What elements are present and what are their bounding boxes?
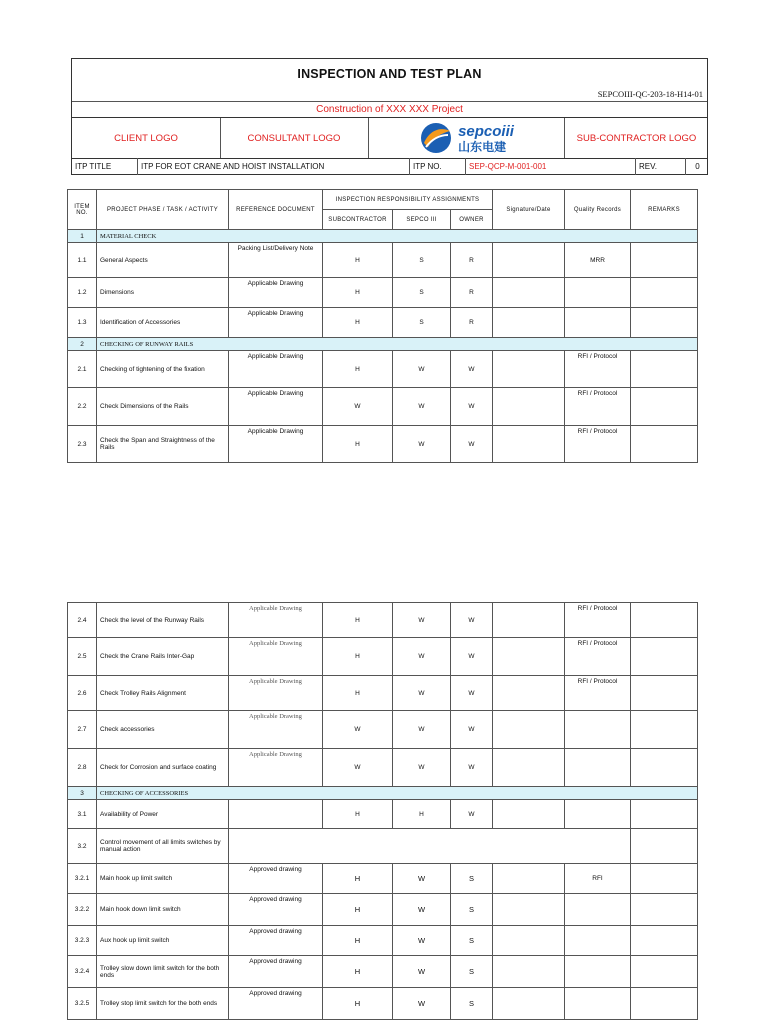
item-number: 3.2.2 xyxy=(68,894,97,926)
activity-cell: Check the Span and Straightness of the Rails xyxy=(97,426,229,463)
reference-cell: Applicable Drawing xyxy=(229,426,323,463)
reference-cell xyxy=(229,800,323,829)
remarks-cell xyxy=(631,308,698,338)
sepco-cell: W xyxy=(393,676,451,711)
subcontractor-cell: H xyxy=(323,638,393,676)
table-row xyxy=(68,926,698,956)
table-row xyxy=(68,278,698,308)
table-row xyxy=(68,988,698,1020)
subcontractor-cell: H xyxy=(323,243,393,278)
signature-cell xyxy=(493,351,565,388)
col-signature: Signature/Date xyxy=(493,190,565,230)
reference-cell: Applicable Drawing xyxy=(229,749,323,787)
owner-cell: W xyxy=(451,800,493,829)
signature-cell xyxy=(493,894,565,926)
subcontractor-cell: H xyxy=(323,926,393,956)
table-row xyxy=(68,894,698,926)
activity-cell: Check accessories xyxy=(97,711,229,749)
quality-records-cell xyxy=(565,988,631,1020)
reference-cell: Approved drawing xyxy=(229,926,323,956)
signature-cell xyxy=(493,426,565,463)
signature-cell xyxy=(493,638,565,676)
reference-cell: Applicable Drawing xyxy=(229,278,323,308)
sepco-logo-icon xyxy=(418,121,454,155)
quality-records-cell xyxy=(565,278,631,308)
col-assignments: INSPECTION RESPONSIBILITY ASSIGNMENTS xyxy=(323,190,493,210)
activity-cell: Check the level of the Runway Rails xyxy=(97,603,229,638)
item-number: 3.1 xyxy=(68,800,97,829)
owner-cell: W xyxy=(451,749,493,787)
quality-records-cell: RFI / Protocol xyxy=(565,351,631,388)
table-row xyxy=(68,864,698,894)
sepco-cell: W xyxy=(393,749,451,787)
document-number: SEPCOIII-QC-203-18-H14-01 xyxy=(597,89,703,99)
sepco-cell: W xyxy=(393,894,451,926)
sepco-cell: W xyxy=(393,988,451,1020)
activity-cell: Aux hook up limit switch xyxy=(97,926,229,956)
item-number: 2.6 xyxy=(68,676,97,711)
reference-cell: Approved drawing xyxy=(229,894,323,926)
remarks-cell xyxy=(631,800,698,829)
remarks-cell xyxy=(631,988,698,1020)
subcontractor-cell: H xyxy=(323,351,393,388)
item-number: 1.2 xyxy=(68,278,97,308)
project-name: Construction of XXX XXX Project xyxy=(316,104,463,115)
col-owner: OWNER xyxy=(451,210,493,230)
col-sepco: SEPCO III xyxy=(393,210,451,230)
itp-title-label: ITP TITLE xyxy=(72,158,138,175)
remarks-cell xyxy=(631,864,698,894)
item-number: 2.2 xyxy=(68,388,97,426)
activity-cell: Main hook up limit switch xyxy=(97,864,229,894)
sepco-cell: W xyxy=(393,603,451,638)
col-remarks: REMARKS xyxy=(631,190,698,230)
item-number: 2.8 xyxy=(68,749,97,787)
col-ref-doc: REFERENCE DOCUMENT xyxy=(229,190,323,230)
owner-cell: R xyxy=(451,308,493,338)
signature-cell xyxy=(493,988,565,1020)
consultant-logo: CONSULTANT LOGO xyxy=(220,118,369,158)
remarks-cell xyxy=(631,711,698,749)
signature-cell xyxy=(493,749,565,787)
remarks-cell xyxy=(631,243,698,278)
signature-cell xyxy=(493,603,565,638)
reference-cell: Applicable Drawing xyxy=(229,308,323,338)
reference-cell: Applicable Drawing xyxy=(229,676,323,711)
signature-cell xyxy=(493,864,565,894)
item-number: 2.5 xyxy=(68,638,97,676)
remarks-cell xyxy=(631,638,698,676)
item-number: 1.3 xyxy=(68,308,97,338)
quality-records-cell: RFI / Protocol xyxy=(565,638,631,676)
rev-value: 0 xyxy=(695,162,700,171)
subcontractor-cell: H xyxy=(323,676,393,711)
remarks-cell xyxy=(631,829,698,864)
sepco-cell: W xyxy=(393,864,451,894)
col-phase: PROJECT PHASE / TASK / ACTIVITY xyxy=(97,190,229,230)
section-title: MATERIAL CHECK xyxy=(97,230,698,243)
remarks-cell xyxy=(631,278,698,308)
subcontractor-cell: W xyxy=(323,749,393,787)
signature-cell xyxy=(493,243,565,278)
owner-cell: W xyxy=(451,351,493,388)
quality-records-cell xyxy=(565,711,631,749)
itp-no-value: SEP-QCP-M-001-001 xyxy=(466,158,636,175)
table-row xyxy=(68,351,698,388)
subcontractor-cell: H xyxy=(323,956,393,988)
itp-title-value: ITP FOR EOT CRANE AND HOIST INSTALLATION xyxy=(138,158,410,175)
rev-label: REV. xyxy=(636,158,686,175)
activity-cell: Check for Corrosion and surface coating xyxy=(97,749,229,787)
quality-records-cell xyxy=(565,956,631,988)
section-title: CHECKING OF RUNWAY RAILS xyxy=(97,338,698,351)
activity-cell: Checking of tightening of the fixation xyxy=(97,351,229,388)
table-row xyxy=(68,956,698,988)
item-number: 3.2.1 xyxy=(68,864,97,894)
owner-cell: R xyxy=(451,243,493,278)
remarks-cell xyxy=(631,894,698,926)
table-row xyxy=(68,749,698,787)
sepco-cell: W xyxy=(393,926,451,956)
quality-records-cell: RFI xyxy=(565,864,631,894)
item-number: 2.3 xyxy=(68,426,97,463)
subcontractor-cell: H xyxy=(323,308,393,338)
table-row xyxy=(68,243,698,278)
activity-cell: Check Trolley Rails Alignment xyxy=(97,676,229,711)
signature-cell xyxy=(493,278,565,308)
item-number: 3.2.3 xyxy=(68,926,97,956)
sepco-cell: W xyxy=(393,638,451,676)
signature-cell xyxy=(493,308,565,338)
section-row xyxy=(68,230,698,243)
table-row xyxy=(68,603,698,638)
activity-cell: Trolley stop limit switch for the both ends xyxy=(97,988,229,1020)
subcontractor-cell: W xyxy=(323,388,393,426)
item-number: 1 xyxy=(68,230,97,243)
signature-cell xyxy=(493,676,565,711)
item-number: 3.2.5 xyxy=(68,988,97,1020)
signature-cell xyxy=(493,956,565,988)
section-row xyxy=(68,787,698,800)
owner-cell: W xyxy=(451,388,493,426)
item-number: 2.7 xyxy=(68,711,97,749)
sepco-cell: S xyxy=(393,278,451,308)
remarks-cell xyxy=(631,676,698,711)
reference-cell: Applicable Drawing xyxy=(229,351,323,388)
activity-cell: Trolley slow down limit switch for the both ends xyxy=(97,956,229,988)
header-divider xyxy=(72,101,707,102)
itp-header xyxy=(71,58,708,175)
logo-text-cn: 山东电建 xyxy=(458,139,507,154)
table-row xyxy=(68,638,698,676)
table-row xyxy=(68,800,698,829)
signature-cell xyxy=(493,388,565,426)
remarks-cell xyxy=(631,956,698,988)
quality-records-cell xyxy=(565,894,631,926)
owner-cell: S xyxy=(451,894,493,926)
activity-cell: Control movement of all limits switches by manual action xyxy=(97,829,229,864)
table-row xyxy=(68,308,698,338)
owner-cell: W xyxy=(451,426,493,463)
quality-records-cell: RFI / Protocol xyxy=(565,676,631,711)
table-row xyxy=(68,676,698,711)
activity-cell: Main hook down limit switch xyxy=(97,894,229,926)
item-number: 3.2 xyxy=(68,829,97,864)
owner-cell: W xyxy=(451,711,493,749)
subcontractor-cell: H xyxy=(323,426,393,463)
subcontractor-cell: H xyxy=(323,988,393,1020)
sepco-cell: S xyxy=(393,308,451,338)
reference-cell: Approved drawing xyxy=(229,864,323,894)
sepco-logo xyxy=(368,118,565,158)
sepco-cell: W xyxy=(393,711,451,749)
logo-row xyxy=(72,117,707,159)
table-row xyxy=(68,829,698,864)
item-number: 2.4 xyxy=(68,603,97,638)
quality-records-cell xyxy=(565,800,631,829)
signature-cell xyxy=(493,800,565,829)
remarks-cell xyxy=(631,603,698,638)
remarks-cell xyxy=(631,749,698,787)
owner-cell: W xyxy=(451,603,493,638)
item-number: 2 xyxy=(68,338,97,351)
quality-records-cell xyxy=(565,926,631,956)
activity-cell: Check Dimensions of the Rails xyxy=(97,388,229,426)
table-row xyxy=(68,711,698,749)
sepco-cell: W xyxy=(393,351,451,388)
owner-cell: W xyxy=(451,638,493,676)
activity-cell: General Aspects xyxy=(97,243,229,278)
sepco-cell: W xyxy=(393,388,451,426)
subcontractor-cell: H xyxy=(323,894,393,926)
sepco-cell: H xyxy=(393,800,451,829)
section-row xyxy=(68,338,698,351)
signature-cell xyxy=(493,926,565,956)
item-number: 3 xyxy=(68,787,97,800)
item-number: 3.2.4 xyxy=(68,956,97,988)
remarks-cell xyxy=(631,426,698,463)
itp-info-row xyxy=(72,158,707,175)
item-number: 1.1 xyxy=(68,243,97,278)
table-row xyxy=(68,426,698,463)
quality-records-cell: RFI / Protocol xyxy=(565,388,631,426)
owner-cell: R xyxy=(451,278,493,308)
col-subcontractor: SUBCONTRACTOR xyxy=(323,210,393,230)
reference-cell: Packing List/Delivery Note xyxy=(229,243,323,278)
merged-blank-cell xyxy=(229,829,631,864)
col-item-no: ITEM NO. xyxy=(68,190,97,230)
activity-cell: Dimensions xyxy=(97,278,229,308)
logo-text-en: sepcoiii xyxy=(458,122,514,140)
subcontractor-cell: H xyxy=(323,864,393,894)
itp-no-label: ITP NO. xyxy=(410,158,466,175)
quality-records-cell: RFI / Protocol xyxy=(565,603,631,638)
section-title: CHECKING OF ACCESSORIES xyxy=(97,787,698,800)
table-row xyxy=(68,388,698,426)
subcontractor-cell: H xyxy=(323,603,393,638)
itp-table-page-2 xyxy=(67,602,698,1020)
sepco-cell: S xyxy=(393,243,451,278)
reference-cell: Applicable Drawing xyxy=(229,711,323,749)
quality-records-cell: MRR xyxy=(565,243,631,278)
sepco-cell: W xyxy=(393,426,451,463)
subcontractor-cell: W xyxy=(323,711,393,749)
reference-cell: Approved drawing xyxy=(229,956,323,988)
activity-cell: Check the Crane Rails Inter-Gap xyxy=(97,638,229,676)
quality-records-cell xyxy=(565,308,631,338)
client-logo: CLIENT LOGO xyxy=(72,118,221,158)
itp-table-page-1 xyxy=(67,189,698,463)
col-quality: Quality Records xyxy=(565,190,631,230)
document-title: INSPECTION AND TEST PLAN xyxy=(297,67,482,81)
subcontractor-cell: H xyxy=(323,800,393,829)
reference-cell: Applicable Drawing xyxy=(229,603,323,638)
sepco-cell: W xyxy=(393,956,451,988)
quality-records-cell xyxy=(565,749,631,787)
remarks-cell xyxy=(631,351,698,388)
subcontractor-cell: H xyxy=(323,278,393,308)
quality-records-cell: RFI / Protocol xyxy=(565,426,631,463)
owner-cell: W xyxy=(451,676,493,711)
owner-cell: S xyxy=(451,926,493,956)
owner-cell: S xyxy=(451,864,493,894)
activity-cell: Availability of Power xyxy=(97,800,229,829)
owner-cell: S xyxy=(451,988,493,1020)
owner-cell: S xyxy=(451,956,493,988)
activity-cell: Identification of Accessories xyxy=(97,308,229,338)
reference-cell: Applicable Drawing xyxy=(229,638,323,676)
remarks-cell xyxy=(631,926,698,956)
reference-cell: Approved drawing xyxy=(229,988,323,1020)
signature-cell xyxy=(493,711,565,749)
subcontractor-logo: SUB-CONTRACTOR LOGO xyxy=(576,132,697,144)
reference-cell: Applicable Drawing xyxy=(229,388,323,426)
remarks-cell xyxy=(631,388,698,426)
item-number: 2.1 xyxy=(68,351,97,388)
